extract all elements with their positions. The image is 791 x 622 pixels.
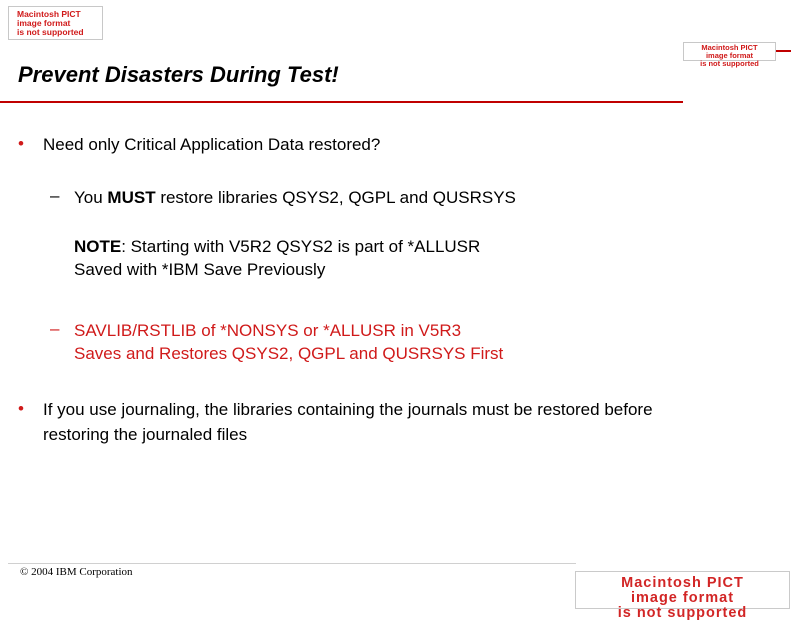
placeholder-line: image format	[705, 50, 754, 60]
sub-bullet-marker: –	[50, 186, 60, 205]
note-line: Saved with *IBM Save Previously	[74, 260, 326, 279]
slide-title: Prevent Disasters During Test!	[18, 62, 339, 87]
placeholder-line: image format	[630, 590, 735, 607]
title-divider-right	[776, 50, 791, 52]
placeholder-line: is not supported	[700, 58, 759, 68]
bullet-marker: •	[18, 399, 24, 418]
emphasis-text: MUST	[107, 188, 156, 207]
note-label: NOTE	[74, 237, 122, 256]
title-divider	[0, 101, 683, 103]
sub-bullet-marker: –	[50, 319, 60, 338]
bullet-text: restoring the journaled files	[43, 425, 248, 444]
sub-bullet-text	[74, 185, 516, 210]
bullet-text: If you use journaling, the libraries containing the journals must be restored before	[43, 400, 653, 419]
sub-bullet-text: Saves and Restores QSYS2, QGPL and QUSRSYS First	[74, 344, 504, 363]
unsupported-image-placeholder-top-right	[683, 42, 776, 68]
text-run: : Starting with V5R2 QSYS2 is part of *ALLUSR	[121, 237, 481, 256]
placeholder-line: is not supported	[617, 605, 748, 622]
placeholder-line: Macintosh PICT	[621, 575, 744, 591]
bullet-text: Need only Critical Application Data restored?	[43, 135, 381, 154]
text-run: You	[74, 188, 108, 207]
placeholder-line: Macintosh PICT	[701, 43, 758, 52]
text-run: restore libraries QSYS2, QGPL and QUSRSYS	[155, 188, 516, 207]
unsupported-image-placeholder-bottom-right	[575, 571, 790, 622]
copyright-footer: © 2004 IBM Corporation	[20, 566, 133, 578]
footer-divider	[8, 563, 576, 564]
placeholder-line: Macintosh PICT	[17, 9, 81, 19]
placeholder-line: is not supported	[17, 26, 84, 37]
unsupported-image-placeholder-top-left	[8, 6, 103, 40]
note-line	[74, 234, 480, 259]
bullet-marker: •	[18, 134, 24, 153]
placeholder-line: image format	[17, 17, 71, 28]
sub-bullet-text: SAVLIB/RSTLIB of *NONSYS or *ALLUSR in V5R3	[74, 321, 462, 340]
